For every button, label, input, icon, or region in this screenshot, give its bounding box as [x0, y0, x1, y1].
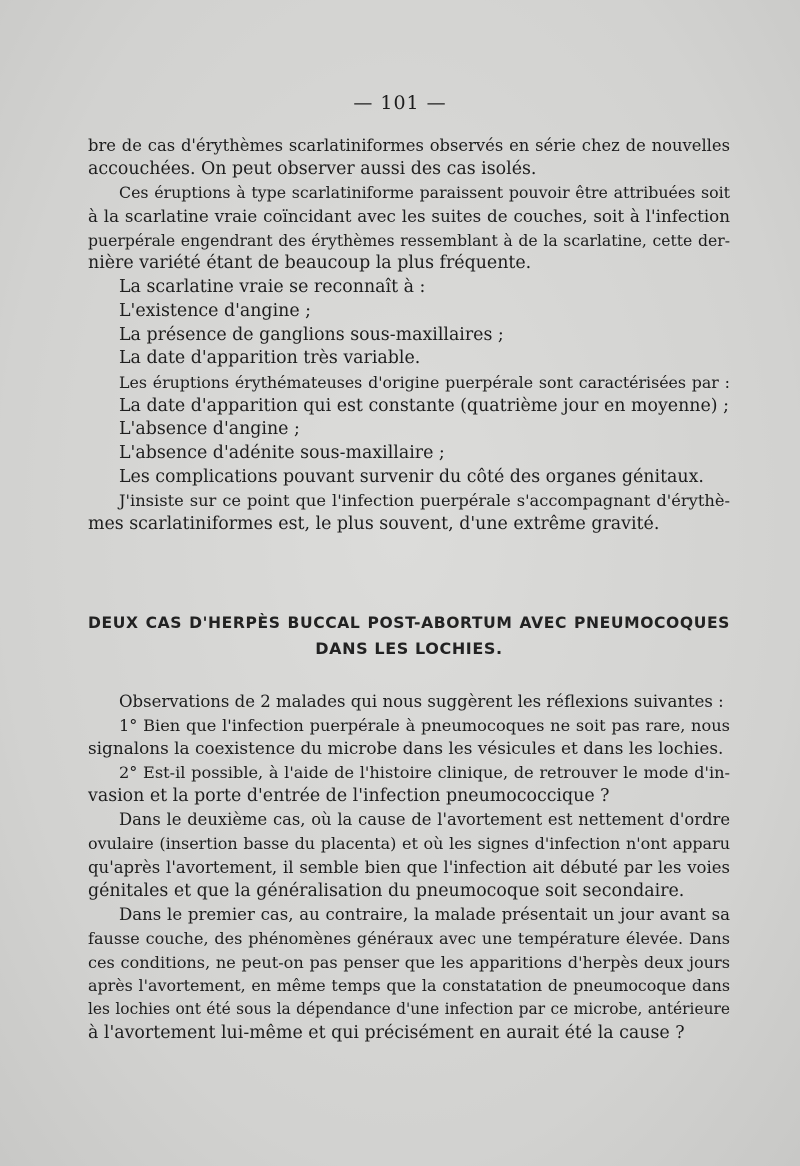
- text-line: les lochies ont été sous la dépendance d'une infection par ce microbe, antérieure: [88, 999, 730, 1018]
- text-line: La présence de ganglions sous-maxillaires ;: [119, 324, 504, 345]
- text-line: nière variété étant de beaucoup la plus fréquente.: [88, 253, 532, 274]
- paragraph-block-herpes: [88, 690, 730, 1045]
- text-line: qu'après l'avortement, il semble bien que l'infection ait débuté par les voies: [88, 857, 730, 877]
- text-line: Les complications pouvant survenir du côté des organes génitaux.: [119, 466, 704, 487]
- text-line: 1° Bien que l'infection puerpérale à pneumocoques ne soit pas rare, nous: [119, 715, 730, 735]
- heading-line-1: DEUX CAS D'HERPÈS BUCCAL POST-ABORTUM AVEC PNEUMOCOQUES: [88, 614, 730, 632]
- text-line: ces conditions, ne peut-on pas penser que les apparitions d'herpès deux jours: [88, 952, 730, 972]
- paragraph-block-scarlatine: [88, 134, 730, 537]
- text-line: à l'avortement lui-même et qui précisément en aurait été la cause ?: [88, 1022, 685, 1043]
- text-line: bre de cas d'érythèmes scarlatiniformes observés en série chez de nouvelles: [88, 136, 730, 155]
- heading-line-2: DANS LES LOCHIES.: [315, 639, 503, 658]
- text-line: La date d'apparition très variable.: [119, 348, 421, 369]
- text-line: J'insiste sur ce point que l'infection puerpérale s'accompagnant d'érythè-: [119, 491, 730, 511]
- text-line: Dans le deuxième cas, où la cause de l'avortement est nettement d'ordre: [119, 810, 730, 830]
- text-line: L'existence d'angine ;: [119, 300, 312, 321]
- text-line: vasion et la porte d'entrée de l'infection pneumococcique ?: [88, 785, 610, 806]
- text-line: après l'avortement, en même temps que la constatation de pneumocoque dans: [88, 976, 730, 996]
- text-line: Dans le premier cas, au contraire, la malade présentait un jour avant sa: [119, 905, 730, 925]
- page-number: — 101 —: [353, 92, 447, 114]
- section-heading: [88, 611, 730, 661]
- text-line: puerpérale engendrant des érythèmes ressemblant à de la scarlatine, cette der-: [88, 230, 730, 250]
- text-line: à la scarlatine vraie coïncidant avec les suites de couches, soit à l'infection: [88, 206, 730, 227]
- text-line: Observations de 2 malades qui nous suggèrent les réflexions suivantes :: [119, 692, 724, 711]
- text-line: La date d'apparition qui est constante (quatrième jour en moyenne) ;: [119, 395, 729, 416]
- text-line: accouchées. On peut observer aussi des cas isolés.: [88, 158, 537, 179]
- text-line: L'absence d'angine ;: [119, 419, 300, 440]
- text-line: ovulaire (insertion basse du placenta) et où les signes d'infection n'ont apparu: [88, 834, 730, 854]
- text-line: génitales et que la généralisation du pneumocoque soit secondaire.: [88, 880, 685, 901]
- text-line: La scarlatine vraie se reconnaît à :: [119, 277, 426, 298]
- text-line: signalons la coexistence du microbe dans les vésicules et dans les lochies.: [88, 738, 724, 759]
- text-line: mes scarlatiniformes est, le plus souvent, d'une extrême gravité.: [88, 514, 660, 534]
- text-line: fausse couche, des phénomènes généraux avec une température élevée. Dans: [88, 928, 730, 948]
- text-line: Les éruptions érythémateuses d'origine puerpérale sont caractérisées par :: [119, 372, 730, 392]
- text-line: Ces éruptions à type scarlatiniforme paraissent pouvoir être attribuées soit: [119, 183, 730, 203]
- text-line: 2° Est-il possible, à l'aide de l'histoire clinique, de retrouver le mode d'in-: [119, 763, 730, 783]
- text-line: L'absence d'adénite sous-maxillaire ;: [119, 442, 445, 463]
